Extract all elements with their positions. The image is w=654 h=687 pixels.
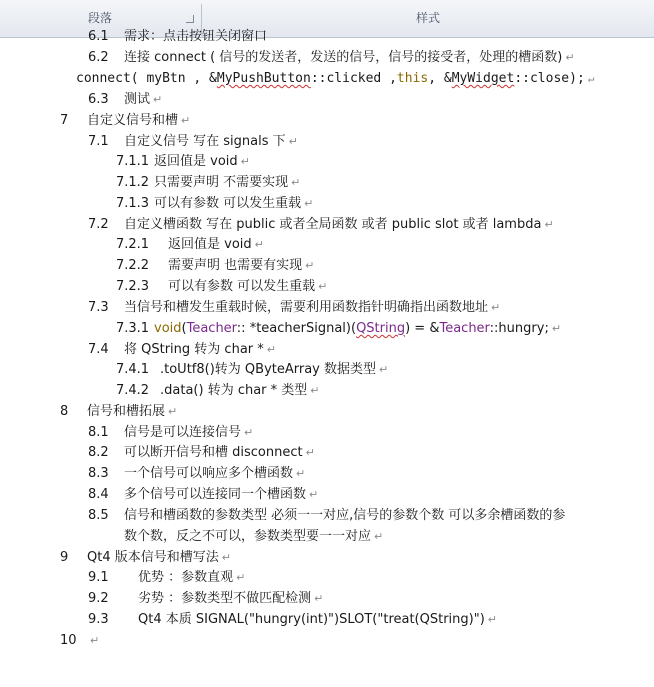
paragraph-mark-icon: ↵	[314, 592, 324, 605]
list-item-6-3: 6.3 测试 ↵	[88, 92, 163, 107]
list-item-7-1-3: 7.1.3 可以有参数 可以发生重载 ↵	[116, 196, 314, 211]
paragraph-mark-icon: ↵	[305, 259, 315, 272]
list-item-7: 7 自定义信号和槽 ↵	[60, 113, 191, 128]
paragraph-mark-icon: ↵	[296, 467, 306, 480]
paragraph-mark-icon: ↵	[221, 551, 231, 564]
list-item-7-2: 7.2 自定义槽函数 写在 public 或者全局函数 或者 public slot 或者 lambda ↵	[88, 217, 554, 232]
paragraph-mark-icon: ↵	[487, 613, 498, 626]
paragraph-mark-icon: ↵	[491, 301, 501, 314]
list-item-7-4-2: 7.4.2 .data() 转为 char * 类型 ↵	[116, 383, 320, 398]
list-item-9-1: 9.1 优势 ：参数直观 ↵	[88, 570, 246, 585]
list-item-8-3: 8.3 一个信号可以响应多个槽函数 ↵	[88, 466, 306, 481]
paragraph-mark-icon: ↵	[587, 72, 595, 85]
list-item-9-2: 9.2 劣势 ：参数类型不做匹配检测 ↵	[88, 591, 324, 606]
paragraph-mark-icon: ↵	[310, 384, 320, 397]
list-item-8-5: 8.5 信号和槽函数的参数类型 必须一一对应,信号的参数个数 可以多余槽函数的参	[88, 508, 566, 523]
paragraph-mark-icon: ↵	[304, 197, 314, 210]
list-item-7-2-3: 7.2.3 可以有参数 可以发生重载 ↵	[116, 279, 328, 294]
paragraph-mark-icon: ↵	[305, 446, 315, 459]
paragraph-group-label: 段落	[87, 11, 112, 25]
paragraph-mark-icon: ↵	[266, 343, 276, 356]
list-item-7-4-1: 7.4.1 .toUtf8()转为 QByteArray 数据类型 ↵	[116, 362, 389, 377]
list-item-8: 8 信号和槽拓展 ↵	[60, 404, 178, 419]
code-line-connect: connect( myBtn , &MyPushButton::clicked ,this, &MyWidget::close); ↵	[76, 71, 595, 86]
paragraph-mark-icon: ↵	[374, 530, 384, 543]
paragraph-mark-icon: ↵	[90, 634, 100, 647]
list-item-7-3: 7.3 当信号和槽发生重载时候，需要利用函数指针明确指出函数地址 ↵	[88, 300, 501, 315]
document-body[interactable]	[0, 29, 654, 687]
list-item-8-4: 8.4 多个信号可以连接同一个槽函数 ↵	[88, 487, 319, 502]
list-item-7-2-2: 7.2.2 需要声明 也需要有实现 ↵	[116, 258, 315, 273]
paragraph-mark-icon: ↵	[291, 176, 301, 189]
paragraph-mark-icon: ↵	[153, 93, 163, 106]
list-item-7-2-1: 7.2.1 返回值是 void ↵	[116, 237, 264, 252]
paragraph-mark-icon: ↵	[318, 280, 328, 293]
paragraph-mark-icon: ↵	[379, 363, 389, 376]
list-item-9: 9 Qt4 版本信号和槽写法 ↵	[60, 550, 231, 565]
list-item-10: 10 ↵	[60, 633, 100, 648]
list-item-8-5-continued: 数个数，反之不可以，参数类型要一一对应 ↵	[124, 529, 384, 544]
list-item-6-1: 6.1 需求：点击按钮关闭窗口	[88, 29, 268, 44]
paragraph-mark-icon: ↵	[288, 135, 298, 148]
paragraph-mark-icon: ↵	[254, 238, 264, 251]
list-item-8-2: 8.2 可以断开信号和槽 disconnect ↵	[88, 445, 315, 460]
list-item-7-3-1: 7.3.1 void(Teacher:: *teacherSignal)(QString) = &Teacher::hungry; ↵	[116, 321, 562, 336]
list-item-7-1: 7.1 自定义信号 写在 signals 下 ↵	[88, 134, 298, 149]
paragraph-mark-icon: ↵	[240, 155, 250, 168]
list-item-9-3: 9.3 Qt4 本质 SIGNAL("hungry(int)")SLOT("treat(QString)") ↵	[88, 612, 498, 627]
list-item-7-1-1: 7.1.1 返回值是 void ↵	[116, 154, 250, 169]
styles-group-label: 样式	[415, 11, 440, 25]
list-item-7-4: 7.4 将 QString 转为 char * ↵	[88, 342, 276, 357]
paragraph-mark-icon: ↵	[309, 488, 319, 501]
paragraph-mark-icon: ↵	[551, 322, 562, 335]
paragraph-mark-icon: ↵	[244, 426, 254, 439]
list-item-7-1-2: 7.1.2 只需要声明 不需要实现 ↵	[116, 175, 301, 190]
paragraph-mark-icon: ↵	[544, 218, 554, 231]
paragraph-mark-icon: ↵	[565, 51, 575, 64]
paragraph-mark-icon: ↵	[181, 114, 191, 127]
paragraph-mark-icon: ↵	[168, 405, 178, 418]
paragraph-mark-icon: ↵	[236, 571, 246, 584]
dialog-launcher-icon[interactable]	[186, 15, 194, 23]
list-item-6-2: 6.2 连接 connect ( 信号的发送者，发送的信号，信号的接受者，处理的槽函数) ↵	[88, 50, 575, 65]
list-item-8-1: 8.1 信号是可以连接信号 ↵	[88, 425, 254, 440]
